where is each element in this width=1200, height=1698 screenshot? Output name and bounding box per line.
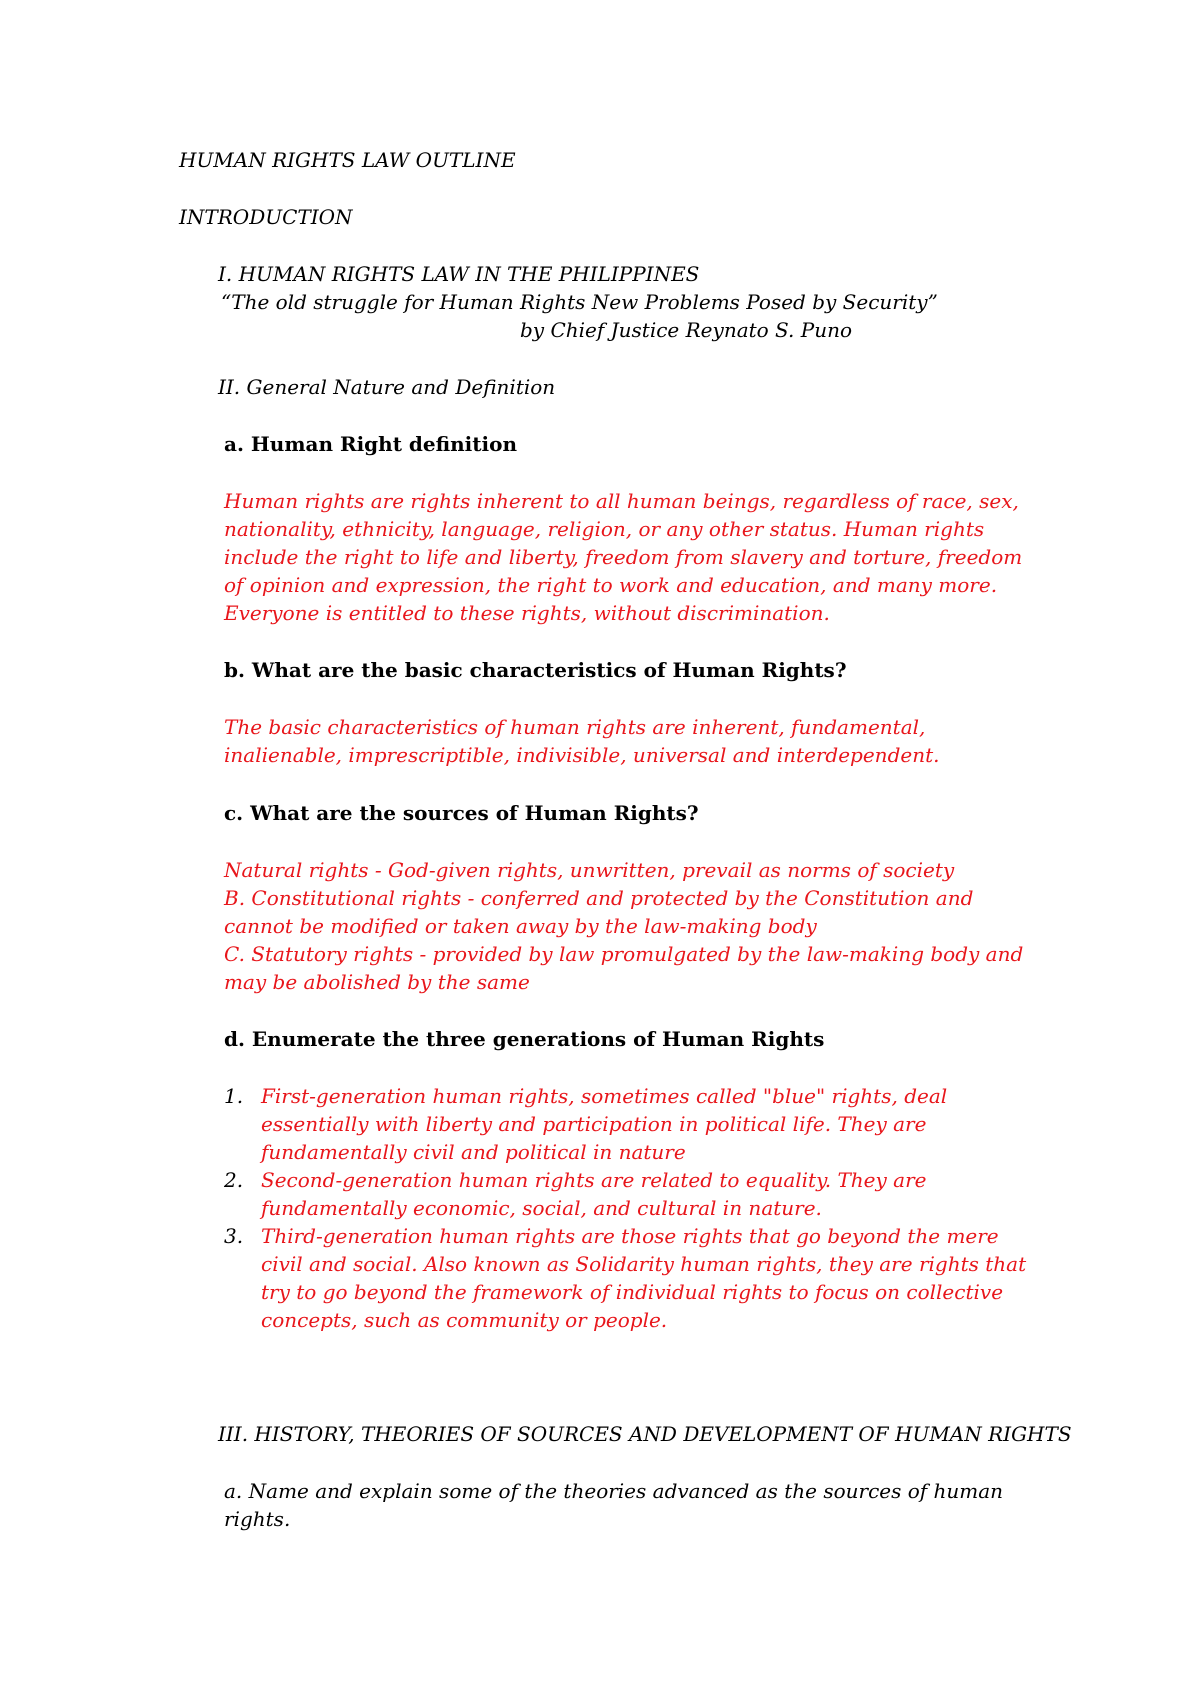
section-3-question-line: a. Name and explain some of the theories advanced as the sources of human: [224, 1479, 1004, 1503]
answer-a-line: include the right to life and liberty, freedom from slavery and torture, freedom: [224, 545, 1023, 569]
list-item-line: fundamentally civil and political in nature: [261, 1140, 686, 1164]
answer-c-line: Natural rights - God-given rights, unwritten, prevail as norms of society: [224, 858, 955, 882]
answer-a-line: nationality, ethnicity, language, religion, or any other status. Human rights: [224, 517, 985, 541]
section-1-heading: I. HUMAN RIGHTS LAW IN THE PHILIPPINES: [218, 262, 700, 286]
question-b: b. What are the basic characteristics of Human Rights?: [224, 658, 847, 682]
list-item-line: try to go beyond the framework of individual rights to focus on collective: [261, 1280, 1004, 1304]
answer-a-line: Everyone is entitled to these rights, without discrimination.: [224, 601, 830, 625]
question-a: a. Human Right definition: [224, 432, 517, 456]
introduction-heading: INTRODUCTION: [179, 205, 353, 229]
section-2-heading: II. General Nature and Definition: [218, 375, 556, 399]
list-item-line: civil and social. Also known as Solidarity human rights, they are rights that: [261, 1252, 1027, 1276]
list-item-number: 1.: [224, 1084, 244, 1108]
list-item-line: concepts, such as community or people.: [261, 1308, 668, 1332]
question-c: c. What are the sources of Human Rights?: [224, 801, 699, 825]
answer-c-line: C. Statutory rights - provided by law promulgated by the law-making body and: [224, 942, 1024, 966]
answer-b-line: inalienable, imprescriptible, indivisible, universal and interdependent.: [224, 743, 940, 767]
section-3-question-line: rights.: [224, 1507, 291, 1531]
answer-c-line: B. Constitutional rights - conferred and protected by the Constitution and: [224, 886, 974, 910]
answer-c-line: cannot be modified or taken away by the law-making body: [224, 914, 817, 938]
section-1-author: by Chief Justice Reynato S. Puno: [520, 318, 853, 342]
list-item-number: 3.: [224, 1224, 244, 1248]
answer-b-line: The basic characteristics of human rights are inherent, fundamental,: [224, 715, 926, 739]
list-item-number: 2.: [224, 1168, 244, 1192]
list-item-line: Third-generation human rights are those rights that go beyond the mere: [261, 1224, 999, 1248]
list-item-line: First-generation human rights, sometimes called "blue" rights, deal: [261, 1084, 948, 1108]
section-1-quote: “The old struggle for Human Rights New Problems Posed by Security”: [221, 290, 938, 314]
answer-c-line: may be abolished by the same: [224, 970, 530, 994]
question-d: d. Enumerate the three generations of Human Rights: [224, 1027, 825, 1051]
section-3-heading: III. HISTORY, THEORIES OF SOURCES AND DEVELOPMENT OF HUMAN RIGHTS: [218, 1422, 1072, 1446]
answer-a-line: of opinion and expression, the right to work and education, and many more.: [224, 573, 998, 597]
list-item-line: Second-generation human rights are related to equality. They are: [261, 1168, 927, 1192]
document-title: HUMAN RIGHTS LAW OUTLINE: [179, 148, 516, 172]
list-item-line: fundamentally economic, social, and cultural in nature.: [261, 1196, 822, 1220]
list-item-line: essentially with liberty and participation in political life. They are: [261, 1112, 927, 1136]
answer-a-line: Human rights are rights inherent to all human beings, regardless of race, sex,: [224, 489, 1019, 513]
